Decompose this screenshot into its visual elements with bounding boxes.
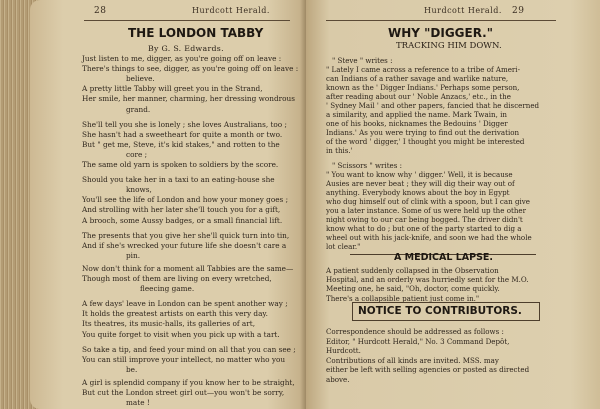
- poem-line: She hasn't had a sweetheart for quite a month or two.: [82, 129, 283, 139]
- left-running-head: Hurdcott Herald.: [192, 6, 270, 15]
- poem-line: be.: [126, 364, 138, 374]
- poem-line: mate !: [126, 398, 150, 408]
- article-line: known as the ' Digger Indians.' Perhaps some person,: [326, 83, 520, 92]
- poem-byline: By G. S. Edwards.: [148, 44, 224, 53]
- article-line: in this.': [326, 146, 353, 155]
- poem-line: But cut the London street girl out—you won't be sorry,: [82, 388, 285, 397]
- poem-line: grand.: [126, 104, 151, 114]
- text-line: above.: [326, 375, 350, 384]
- article-line: you a later instance. Some of us were held up the other: [326, 206, 526, 215]
- article-line: can Indians of a rather savage and warlike nature,: [326, 74, 509, 83]
- text-line: either be left with selling agencies or posted as directed: [326, 365, 530, 375]
- poem-line: A pretty little Tabby will greet you in the Strand,: [82, 84, 263, 94]
- poem-line: A girl is splendid company if you know her to be straight,: [82, 377, 295, 387]
- text-line: A patient suddenly collapsed in the Observation: [326, 266, 499, 275]
- article-line: " Scissors " writes :: [332, 161, 403, 170]
- text-line: Hurdcott.: [326, 346, 361, 356]
- text-line: There's a collapsible patient just come in.": [326, 293, 480, 303]
- article-line: who dug himself out of clink with a spoon, but I can give: [326, 197, 530, 206]
- article-line: " You want to know why ' digger.' Well, it is because: [326, 170, 513, 179]
- poem-line: The presents that you give her she'll quick turn into tin,: [82, 230, 290, 240]
- right-header-rule: [326, 20, 556, 21]
- text-line: Contributions of all kinds are invited. MSS. may: [326, 355, 499, 365]
- poem-line: Should you take her in a taxi to an eating-house she: [82, 175, 275, 185]
- poem-line: A few days' leave in London can be spent another way ;: [82, 299, 288, 309]
- poem-line: Now don't think for a moment all Tabbies are the same—: [82, 263, 294, 273]
- text-line: Meeting one, he said, "Oh, doctor, come quickly.: [326, 284, 500, 294]
- article-subtitle-tracking: TRACKING HIM DOWN.: [396, 41, 502, 51]
- poem-line: You can still improve your intellect, no matter who you: [82, 354, 286, 364]
- poem-line: There's things to see, digger, as you're going off on leave :: [82, 64, 299, 74]
- left-page: [30, 0, 306, 409]
- article-line: Ausies are never beat ; they will dig their way out of: [326, 179, 515, 188]
- poem-line: She'll tell you she is lonely ; she loves Australians, too ;: [82, 119, 287, 129]
- poem-line: believe.: [126, 74, 155, 84]
- poem-line: But " get me, Steve, it's kid stakes," and rotten to the: [82, 139, 280, 149]
- poem-line: And if she's wrecked your future life she doesn't care a: [82, 240, 287, 250]
- poem-line: Though most of them are living on every wretched,: [82, 274, 272, 283]
- article-line: after reading about our ' Noble Anzacs,' etc., in the: [326, 92, 511, 101]
- poem-title: THE LONDON TABBY: [128, 26, 264, 40]
- poem-line: fleecing game.: [140, 284, 195, 294]
- right-page-number: 29: [512, 6, 525, 16]
- poem-line: core ;: [126, 149, 148, 159]
- poem-line: Her smile, her manner, charming, her dressing wondrous: [82, 94, 295, 104]
- text-line: Hospital, and an orderly was hurriedly sent for the M.O.: [326, 275, 529, 285]
- article-line: wheel out with his jack-knife, and soon we had the whole: [326, 233, 532, 242]
- poem-line: And strolling with her later she'll touch you for a gift,: [82, 205, 281, 215]
- poem-line: pin.: [126, 250, 141, 260]
- article-line: a similarity, and applied the name. Mark Twain, in: [326, 110, 507, 119]
- article-line: of the word ' digger,' I thought you might be interested: [326, 137, 525, 146]
- poem-line: The same old yarn is spoken to soldiers by the score.: [82, 160, 279, 169]
- poem-line: A brooch, some Aussy badges, or a small financial lift.: [82, 215, 283, 225]
- article-line: lot clear.": [326, 242, 361, 251]
- text-line: Editor, " Hurdcott Herald," No. 3 Command Depôt,: [326, 336, 510, 346]
- right-running-head: Hurdcott Herald.: [424, 6, 502, 15]
- article-title-medical: A MEDICAL LAPSE.: [394, 252, 494, 263]
- poem-line: You quite forget to visit when you pick up with a tart.: [82, 329, 280, 339]
- poem-line: Its theatres, its music-halls, its galleries of art,: [82, 319, 256, 329]
- poem-line: It holds the greatest artists on earth this very day.: [82, 309, 268, 319]
- article-line: " Steve " writes :: [332, 56, 393, 65]
- article-line: ' Sydney Mail ' and other papers, fancied that he discerned: [326, 101, 540, 110]
- article-line: one of his books, nicknames the Bedouins ' Digger: [326, 119, 508, 128]
- article-line: " Lately I came across a reference to a tribe of Ameri-: [326, 65, 520, 74]
- article-line: night owing to our car being bogged. The driver didn't: [326, 215, 523, 224]
- article-title-notice: NOTICE TO CONTRIBUTORS.: [358, 305, 522, 317]
- poem-line: Just listen to me, digger, as you're going off on leave :: [82, 54, 282, 63]
- poem-line: knows,: [126, 185, 152, 195]
- left-header-rule: [84, 20, 290, 21]
- article-line: anything. Everybody knows about the boy in Egypt: [326, 188, 510, 197]
- poem-line: You'll see the life of London and how your money goes ;: [82, 195, 289, 205]
- text-line: Correspondence should be addressed as follows :: [326, 327, 504, 336]
- poem-line: So take a tip, and feed your mind on all that you can see ;: [82, 344, 296, 354]
- left-page-number: 28: [94, 6, 107, 16]
- article-title-digger: WHY "DIGGER.": [388, 26, 493, 40]
- article-line: know what to do ; but one of the party started to dig a: [326, 224, 522, 233]
- article-line: Indians.' As you were trying to find out the derivation: [326, 128, 520, 137]
- right-page: [306, 0, 600, 409]
